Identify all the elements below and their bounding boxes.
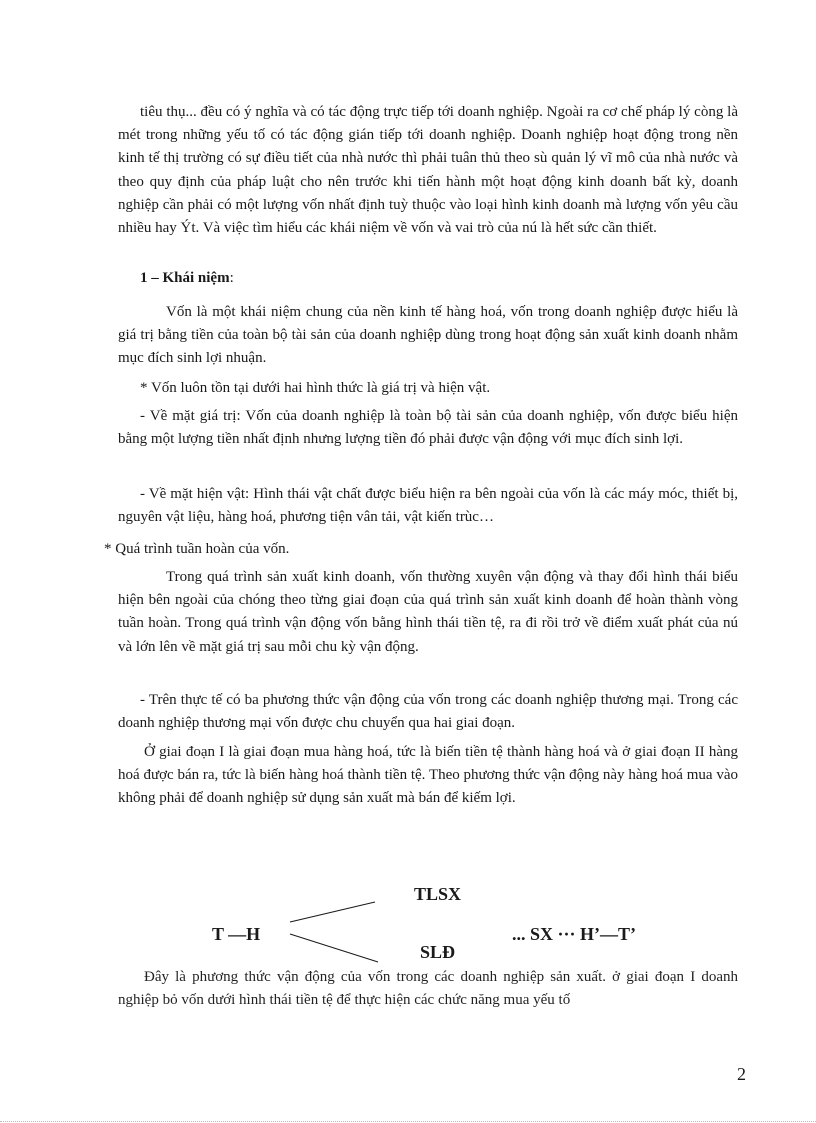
heading-number: 1 – (140, 270, 163, 286)
cycle-paragraph: Trong quá trình sản xuất kinh doanh, vốn thường xuyên vận động và thay đổi hình thái biểu hiện bên ngoài của chóng theo từng giai đoạn của quá trình sản xuất kinh doanh để hoàn thành vòng tuần hoàn. Trong quá trình vận động vốn bằng hình thái tiền tệ, ra đi rồi trở về điểm xuất phát của nú và lớn lên về mặt giá trị sau mỗi chu kỳ vận động. (118, 569, 738, 655)
stages-paragraph: Ở giai đoạn I là giai đoạn mua hàng hoá, tức là biến tiền tệ thành hàng hoá và ở giai đoạn II hàng hoá được bán ra, tức là biến hàng hoá thành tiền tệ. Theo phương thức vận động này hàng hoá mua vào không phải để doanh nghiệp sử dụng sản xuất mà bán để kiếm lợi. (118, 744, 738, 807)
concept-paragraph: Vốn là một khái niệm chung của nền kinh tế hàng hoá, vốn trong doanh nghiệp được hiểu là giá trị bằng tiền của toàn bộ tài sản của doanh nghiệp dùng trong hoạt động sản xuất kinh doanh nhằm mục đích sinh lợi nhuận. (118, 304, 738, 367)
intro-paragraph: tiêu thụ... đều có ý nghĩa và có tác động trực tiếp tới doanh nghiệp. Ngoài ra cơ chế pháp lý còng là mét trong những yếu tố có tác động gián tiếp tới doanh nghiệp. Doanh nghiệp hoạt động trong nền kinh tế thị trường có sự điều tiết của nhà nước thì phải tuân thủ theo sù quản lý vĩ mô của nhà nước và theo quy định của pháp luật cho nên trước khi tiến hành một hoạt động kinh doanh bất kỳ, doanh nghiệp cần phải có một lượng vốn nhất định tuỳ thuộc vào loại hình kinh doanh mà lượng vốn yêu cầu nhiều hay Ýt. Và việc tìm hiểu các khái niệm về vốn và vai trò của nú là hết sức cần thiết. (118, 104, 738, 237)
diagram-tlsx-label: TLSX (414, 884, 462, 904)
diagram-sld-label: SLĐ (420, 942, 456, 962)
bullet-cycle: * Quá trình tuần hoàn của vốn. (104, 541, 290, 557)
capital-cycle-diagram (0, 878, 816, 978)
heading-title: Khái niệm (162, 270, 230, 286)
physical-form-paragraph: - Về mặt hiện vật: Hình thái vật chất được biểu hiện ra bên ngoài của vốn là các máy móc, thiết bị, nguyên vật liệu, hàng hoá, phương tiện vân tải, vật kiến trùc… (118, 486, 738, 526)
page-number: 2 (737, 1064, 746, 1084)
diagram-lines (0, 878, 816, 978)
branch-line-top (290, 902, 375, 922)
diagram-start-label: T —H (212, 924, 261, 944)
branch-line-bottom (290, 934, 378, 962)
diagram-end-label: ... SX ··· H’—T’ (512, 924, 637, 944)
methods-paragraph: - Trên thực tế có ba phương thức vận động của vốn trong các doanh nghiệp thương mại. Trong các doanh nghiệp thương mại vốn được chu chuyển qua hai giai đoạn. (118, 692, 738, 732)
after-diagram-paragraph: Đây là phương thức vận động của vốn trong các doanh nghiệp sản xuất. ở giai đoạn I doanh nghiệp bỏ vốn dưới hình thái tiền tệ để thực hiện các chức năng mua yếu tố (118, 969, 738, 1009)
bullet-forms: * Vốn luôn tồn tại dưới hai hình thức là giá trị và hiện vật. (140, 380, 491, 396)
value-form-paragraph: - Về mặt giá trị: Vốn của doanh nghiệp là toàn bộ tài sản của doanh nghiệp, vốn được biểu hiện bằng một lượng tiền nhất định nhưng lượng tiền đó phải được vận động với mục đích sinh lợi. (118, 408, 738, 448)
section-heading (140, 270, 234, 287)
page-bottom-rule (0, 1121, 816, 1122)
heading-colon: : (229, 270, 234, 286)
